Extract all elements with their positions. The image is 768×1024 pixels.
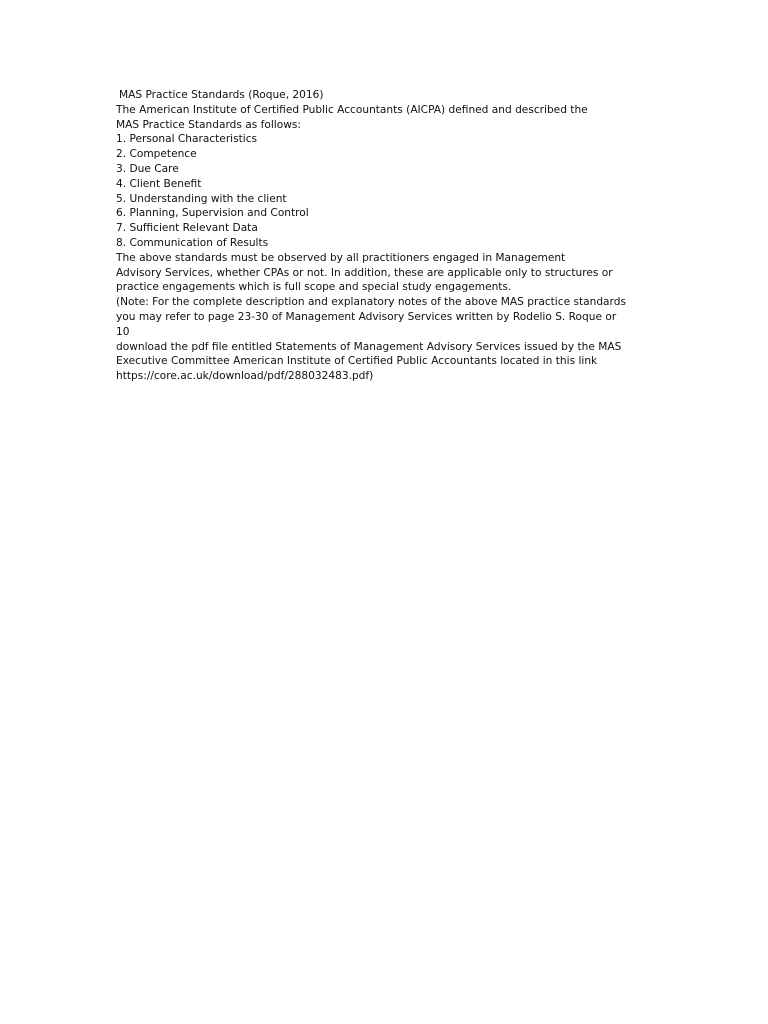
standard-item-planning-supervision-control: 6. Planning, Supervision and Control <box>116 207 309 220</box>
note-line: Executive Committee American Institute of Certified Public Accountants located in this link <box>116 355 598 368</box>
standard-item-client-benefit: 4. Client Benefit <box>116 177 202 190</box>
note-line: download the pdf file entitled Statements of Management Advisory Services issued by the MAS <box>116 340 622 353</box>
note-link-line: https://core.ac.uk/download/pdf/288032483.pdf) <box>116 370 374 383</box>
paragraph-line: Advisory Services, whether CPAs or not. In addition, these are applicable only to structures or <box>116 266 613 279</box>
note-line: 10 <box>116 325 130 338</box>
intro-line: The American Institute of Certified Public Accountants (AICPA) defined and described the <box>116 103 588 116</box>
note-line: (Note: For the complete description and explanatory notes of the above MAS practice standards <box>116 296 626 309</box>
standard-item-competence: 2. Competence <box>116 148 197 161</box>
paragraph-line: practice engagements which is full scope and special study engagements. <box>116 281 512 294</box>
standard-item-due-care: 3. Due Care <box>116 162 179 175</box>
standard-item-personal-characteristics: 1. Personal Characteristics <box>116 133 258 146</box>
intro-line: MAS Practice Standards as follows: <box>116 118 301 131</box>
document-body <box>116 88 636 384</box>
document-title: MAS Practice Standards (Roque, 2016) <box>119 89 324 101</box>
paragraph-line: The above standards must be observed by all practitioners engaged in Management <box>116 251 566 264</box>
standard-item-communication-of-results: 8. Communication of Results <box>116 236 269 249</box>
note-line: you may refer to page 23-30 of Management Advisory Services written by Rodelio S. Roque or <box>116 310 617 323</box>
standard-item-sufficient-relevant-data: 7. Sufficient Relevant Data <box>116 222 258 235</box>
standard-item-understanding-with-client: 5. Understanding with the client <box>116 192 287 205</box>
